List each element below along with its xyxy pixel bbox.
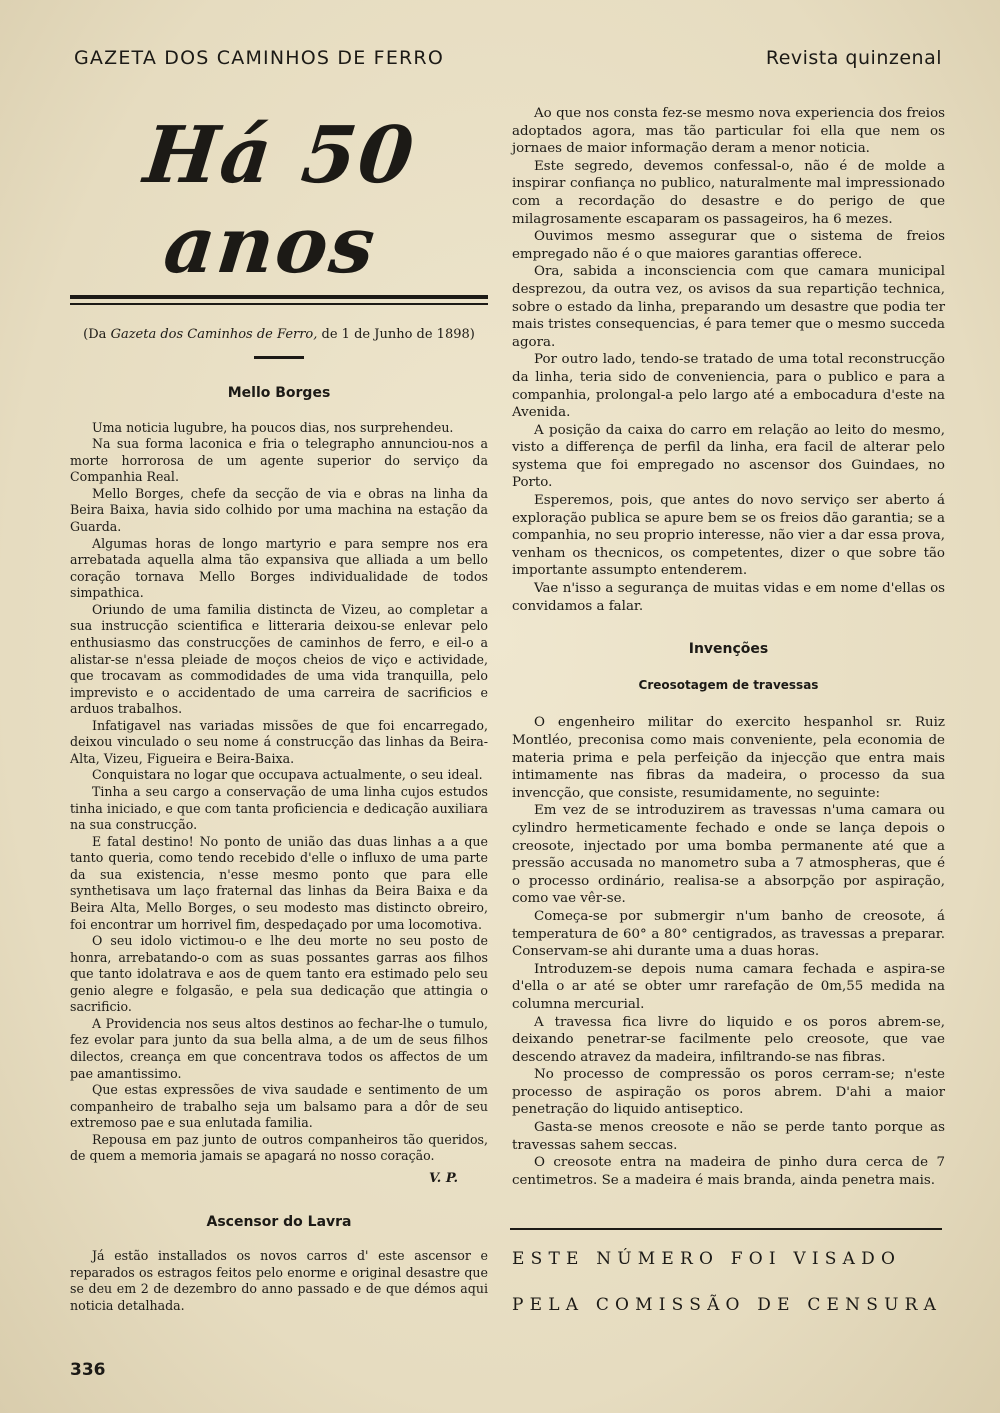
paragraph: Mello Borges, chefe da secção de via e obras na linha da Beira Baixa, havia sido colhido por uma machina na estação da Guarda. xyxy=(70,485,488,534)
paragraph: O engenheiro militar do exercito hespanhol sr. Ruiz Montléo, preconisa como mais conveniente, pela economia de materia prima e pela perfeição da injecção que entra mais intimamente nas fibras da madeira, o processo da sua invencção, que consiste, resumidamente, no seguinte: xyxy=(512,715,945,801)
paragraph: Oriundo de uma familia distincta de Vizeu, ao completar a sua instrucção scientifica e litteraria deixou-se enlevar pelo enthusiasmo das construcções de caminhos de ferro, e eil-o a alistar-se n'essa pleiade de moços cheios de viço e actividade, que trocavam as commodidades de uma vida tranquilla, pelo imprevisto e o accidentado de uma carreira de sacrificios e arduos trabalhos. xyxy=(70,601,488,717)
paragraph: Introduzem-se depois numa camara fechada e aspira-se d'ella o ar até se obter umr rarefação de 0m,55 medida na columna mercurial. xyxy=(512,961,945,1012)
running-header-subtitle: Revista quinzenal xyxy=(765,47,942,69)
censorship-notice-line1: ESTE NÚMERO FOI VISADO xyxy=(512,1249,902,1269)
paragraph: Algumas horas de longo martyrio e para sempre nos era arrebatada aquella alma tão expansiva que alliada a um bello coração tornava Mello Borges individualidade de todos simpathica. xyxy=(70,535,488,601)
paragraph: O creosote entra na madeira de pinho dura cerca de 7 centimetros. Se a madeira é mais branda, ainda penetra mais. xyxy=(512,1155,945,1188)
source-prefix: (Da xyxy=(83,326,111,342)
paragraph: Por outro lado, tendo-se tratado de uma total reconstrucção da linha, teria sido de conveniencia, para o publico e para a companhia, prolongal-a pelo largo até a embocadura d'este na Avenida. xyxy=(512,352,945,421)
paragraph: Este segredo, devemos confessal-o, não é de molde a inspirar confiança no publico, naturalmente mal impressionado com a recordação do desastre e do perigo de que milagrosamente escaparam os passageiros, ha 6 mezes. xyxy=(512,158,945,227)
paragraph: E fatal destino! No ponto de união das duas linhas a a que tanto queria, como tendo recebido d'elle o influxo de uma parte da sua existencia, n'esse mesmo ponto que para elle synthetisava um laço fraternal das linhas da Beira Baixa e da Beira Alta, Mello Borges, o seu modesto mas distincto obreiro, foi encontrar um horrivel fim, despedaçado por uma locomotiva. xyxy=(70,833,488,932)
censorship-notice-line2: PELA COMISSÃO DE CENSURA xyxy=(512,1295,943,1315)
source-suffix: de 1 de Junho de 1898) xyxy=(317,326,475,342)
article-body-ascensor-part2 xyxy=(512,105,945,615)
banner-rule-thin xyxy=(70,303,488,305)
left-column xyxy=(70,105,488,1314)
paragraph: Conquistara no logar que occupava actualmente, o seu ideal. xyxy=(92,767,483,783)
paragraph: Vae n'isso a segurança de muitas vidas e em nome d'ellas os convidamos a falar. xyxy=(512,581,945,614)
paragraph: No processo de compressão os poros cerram-se; n'este processo de aspiração os poros abrem. D'ahi a maior penetração do liquido antiseptico. xyxy=(512,1067,945,1118)
running-header-title: GAZETA DOS CAMINHOS DE FERRO xyxy=(74,47,444,69)
paragraph: O seu idolo victimou-o e lhe deu morte no seu posto de honra, arrebatando-o com as suas possantes garras aos filhos que tanto idolatrava e aos de quem tanto era estimado pelo seu genio alegre e folgasão, e pela sua dedicação que attingia o sacrificio. xyxy=(70,933,488,1015)
signature: V. P. xyxy=(428,1170,458,1186)
paragraph: Que estas expressões de viva saudade e sentimento de um companheiro de trabalho seja um balsamo para a dôr de seu extremoso pae e sua enlutada familia. xyxy=(70,1082,488,1131)
article-body-invencoes xyxy=(512,714,945,1189)
paragraph: Tinha a seu cargo a conservação de uma linha cujos estudos tinha iniciado, e que com tanta proficiencia e dedicação auxiliara na sua construcção. xyxy=(70,784,488,833)
paragraph: Infatigavel nas variadas missões de que foi encarregado, deixou vinculado o seu nome á construcção das linhas da Beira-Alta, Vizeu, Figueira e Beira-Baixa. xyxy=(70,717,488,766)
paragraph: Gasta-se menos creosote e não se perde tanto porque as travessas sahem seccas. xyxy=(512,1120,945,1153)
article-title-mello-borges: Mello Borges xyxy=(227,385,331,402)
paragraph: Na sua forma laconica e fria o telegrapho annunciou-nos a morte horrorosa de um agente superior do serviço da Companhia Real. xyxy=(70,436,488,485)
banner-rule-thick xyxy=(70,295,488,299)
footer-rule xyxy=(510,1228,942,1230)
paragraph: Esperemos, pois, que antes do novo serviço ser aberto á exploração publica se apure bem se os freios dão garantia; se a companhia, no seu proprio interesse, não vier a dar essa prova, venham os thecnicos, os competentes, dizer o que sobre tão importante assumpto entenderem. xyxy=(512,493,945,579)
paragraph: Repousa em paz junto de outros companheiros tão queridos, de quem a memoria jamais se apagará no nosso coração. xyxy=(70,1131,488,1164)
paragraph: Ao que nos consta fez-se mesmo nova experiencia dos freios adoptados agora, mas tão particular foi ella que nem os jornaes de maior informação deram a menor noticia. xyxy=(512,106,945,157)
source-citation xyxy=(70,327,488,344)
short-divider xyxy=(254,356,304,359)
paragraph: Começa-se por submergir n'um banho de creosote, á temperatura de 60° a 80° centigrados, as travessas a preparar. Conservam-se ahi durante uma a duas horas. xyxy=(512,908,945,960)
banner-title: Há 50 anos xyxy=(140,110,420,291)
paragraph: A posição da caixa do carro em relação ao leito do mesmo, visto a differença de perfil da linha, era facil de alterar pelo systema que foi empregado no ascensor dos Guindaes, no Porto. xyxy=(512,422,945,491)
article-body-mello-borges xyxy=(70,420,488,1165)
paragraph: Uma noticia lugubre, ha poucos dias, nos surprehendeu. xyxy=(92,419,454,435)
paragraph: Ora, sabida a inconsciencia com que camara municipal desprezou, da outra vez, os avisos da sua repartição technica, sobre o estado da linha, preparando um desastre que podia ter mais tristes consequencias, é para temer que o mesmo succeda agora. xyxy=(512,264,945,350)
paragraph: Ouvimos mesmo assegurar que o sistema de freios empregado não é o que maiores garantias offerece. xyxy=(512,229,945,262)
article-body-ascensor-part1 xyxy=(70,1248,488,1314)
page-number: 336 xyxy=(70,1360,106,1380)
paragraph: A Providencia nos seus altos destinos ao fechar-lhe o tumulo, fez evolar para junto da sua bella alma, a de um de seus filhos dilectos, creança em que concentrava todos os affectos de um pae amantissimo. xyxy=(70,1015,488,1081)
article-subtitle-creosotagem: Creosotagem de travessas xyxy=(638,677,819,692)
paragraph: A travessa fica livre do liquido e os poros abrem-se, deixando penetrar-se facilmente pelo creosote, que vae descendo atravez da madeira, infiltrando-se nas fibras. xyxy=(512,1014,945,1065)
article-title-invencoes: Invenções xyxy=(688,641,769,658)
paragraph: Em vez de se introduzirem as travessas n'uma camara ou cylindro hermeticamente fechado e onde se lança depois o creosote, injectado por uma bomba permanente até que a pressão accusada no manometro suba a 7 atmospheras, que é o processo ordinário, realisa-se a absorpção por aspiração, como vae vêr-se. xyxy=(512,803,945,907)
right-column xyxy=(512,105,945,1189)
article-title-ascensor-do-lavra: Ascensor do Lavra xyxy=(206,1213,352,1230)
paragraph: Já estão installados os novos carros d' este ascensor e reparados os estragos feitos pelo enorme e original desastre que se deu em 2 de dezembro do anno passado e de que démos aqui noticia detalhada. xyxy=(70,1248,488,1313)
source-publication: Gazeta dos Caminhos de Ferro, xyxy=(110,326,318,342)
